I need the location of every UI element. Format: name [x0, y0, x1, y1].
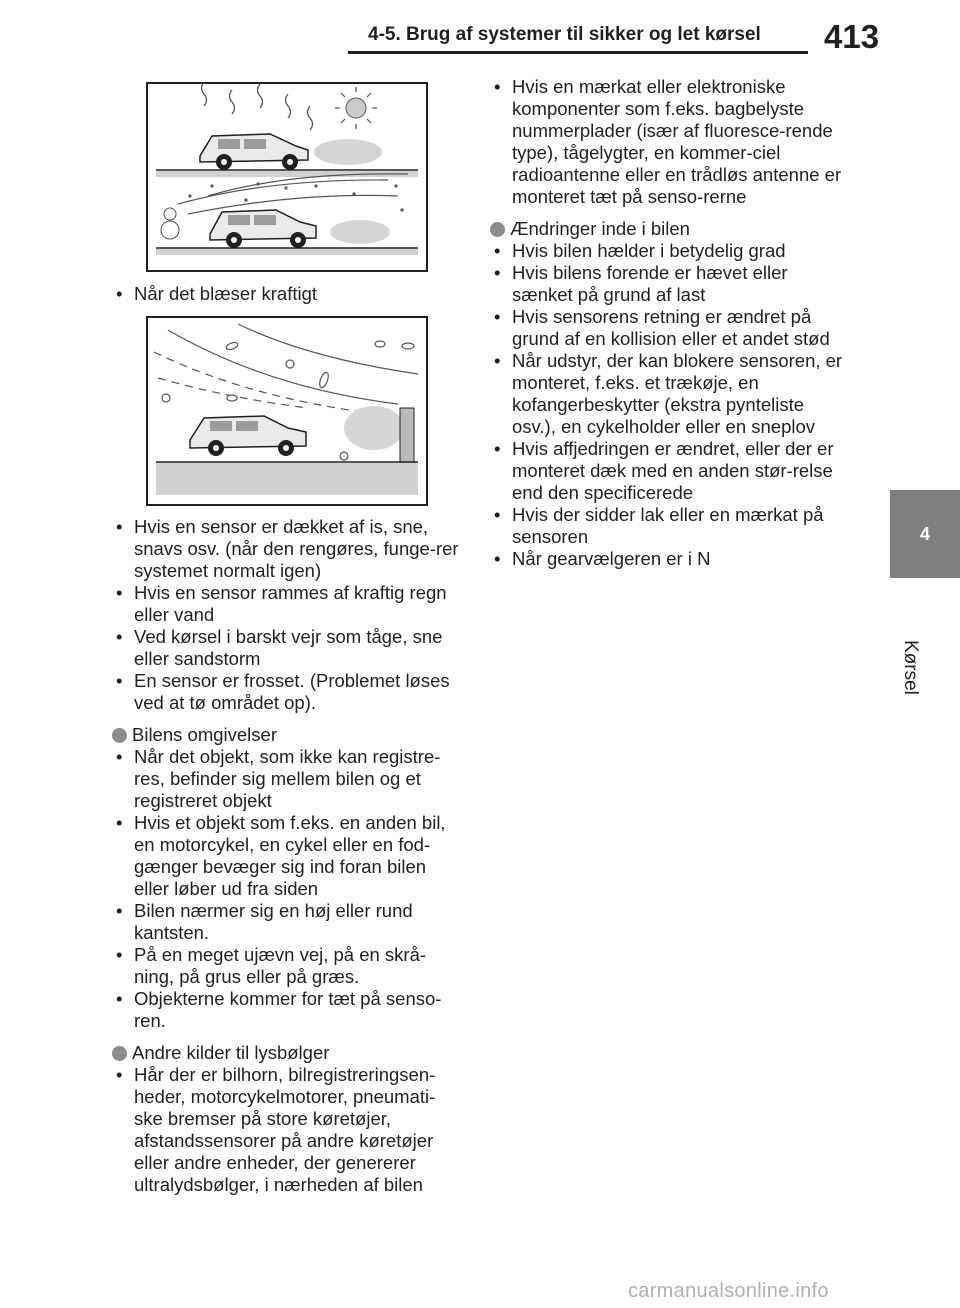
- wind-lines: [154, 324, 418, 414]
- changes-heading-text: Ændringer inde i bilen: [510, 218, 690, 239]
- wind-illustration: [148, 318, 426, 504]
- weather-illustration: [148, 84, 426, 270]
- car-lower: [210, 210, 316, 248]
- list-item: • Hvis en sensor er dækket af is, sne, snavs osv. (når den rengøres, funge-rer systemet normalt igen): [112, 516, 464, 582]
- changes-heading: [490, 218, 846, 240]
- surroundings-heading-text: Bilens omgivelser: [132, 724, 277, 745]
- page-number: 413: [824, 18, 880, 55]
- section-title: 4-5. Brug af systemer til sikker og let kørsel: [368, 24, 761, 45]
- sound-heading: [112, 1042, 464, 1064]
- list-item: • Hvis et objekt som f.eks. en anden bil, en motorcykel, en cykel eller en fod-gænger bevæger sig ind foran bilen eller løber ud fra siden: [112, 812, 464, 900]
- list-item: • Hvis der sidder lak eller en mærkat på sensoren: [490, 504, 846, 548]
- list-item: • Hvis sensorens retning er ændret på grund af en kollision eller et andet stød: [490, 306, 846, 350]
- list-item: • Når det objekt, som ikke kan registre-res, befinder sig mellem bilen og et registreret objekt: [112, 746, 464, 812]
- snow-lines: [178, 174, 408, 214]
- snowman: [161, 208, 179, 239]
- figure-weather-car: [146, 82, 428, 272]
- list-item: • På en meget ujævn vej, på en skrå-ning, på grus eller på græs.: [112, 944, 464, 988]
- fog-cloud: [314, 139, 382, 165]
- list-item: • Hvis bilen hælder i betydelig grad: [490, 240, 846, 262]
- right-column: [490, 76, 846, 570]
- chapter-tab: [890, 490, 960, 578]
- top-list: [490, 76, 846, 208]
- list-item: • Hår der er bilhorn, bilregistreringsen-heder, motorcykelmotorer, pneumati-ske bremser på store køretøjer, afstandssensorer på andre køretøjer eller andre enheder, der genererer ultralydsbølger, i nærheden af bilen: [112, 1064, 464, 1196]
- watermark: carmanualsonline.info: [628, 1280, 829, 1302]
- heading-bullet-icon: [490, 222, 505, 237]
- wind-caption: • Når det blæser kraftigt: [112, 283, 462, 305]
- heading-bullet-icon: [112, 728, 127, 743]
- list-item: • Bilen nærmer sig en høj eller rund kantsten.: [112, 900, 464, 944]
- list-item: • Hvis affjedringen er ændret, eller der er monteret dæk med en anden stør-relse end den specificerede: [490, 438, 846, 504]
- list-item: • Hvis bilens forende er hævet eller sænket på grund af last: [490, 262, 846, 306]
- list-item: • Når udstyr, der kan blokere sensoren, er monteret, f.eks. et trækøje, en kofangerbeskytter (ekstra pynteliste osv.), en cykelholder eller en sneplov: [490, 350, 846, 438]
- list-item: • Når gearvælgeren er i N: [490, 548, 846, 570]
- list-item: • En sensor er frosset. (Problemet løses ved at tø området op).: [112, 670, 464, 714]
- heat-waves: [202, 84, 313, 130]
- car-upper: [200, 134, 308, 170]
- sound-heading-text: Andre kilder til lysbølger: [132, 1042, 330, 1063]
- wall-post: [400, 408, 414, 464]
- left-column: [112, 516, 464, 1196]
- fog-cloud-lower: [330, 220, 390, 244]
- figure-wind-car: [146, 316, 428, 506]
- header-rule: [348, 51, 808, 54]
- list-item: • Objekterne kommer for tæt på senso-ren.: [112, 988, 464, 1032]
- list-item: • Ved kørsel i barskt vejr som tåge, sne eller sandstorm: [112, 626, 464, 670]
- sensor-list: [112, 516, 464, 714]
- dust-cloud: [344, 406, 404, 450]
- chapter-number: 4: [919, 524, 930, 544]
- surroundings-list: [112, 746, 464, 1032]
- car-wind: [190, 416, 306, 456]
- wind-caption-block: [112, 283, 462, 305]
- sound-list: [112, 1064, 464, 1196]
- sun-icon: [346, 98, 366, 118]
- list-item: • Hvis en sensor rammes af kraftig regn eller vand: [112, 582, 464, 626]
- heading-bullet-icon: [112, 1046, 127, 1061]
- surroundings-heading: [112, 724, 464, 746]
- chapter-label: Kørsel: [900, 640, 921, 695]
- snowflakes: [188, 182, 403, 211]
- list-item: • Hvis en mærkat eller elektroniske komponenter som f.eks. bagbelyste nummerplader (især af fluoresce-rende type), tågelygter, en kommer-ciel radioantenne eller en trådløs antenne er monteret tæt på senso-rerne: [490, 76, 846, 208]
- changes-list: [490, 240, 846, 570]
